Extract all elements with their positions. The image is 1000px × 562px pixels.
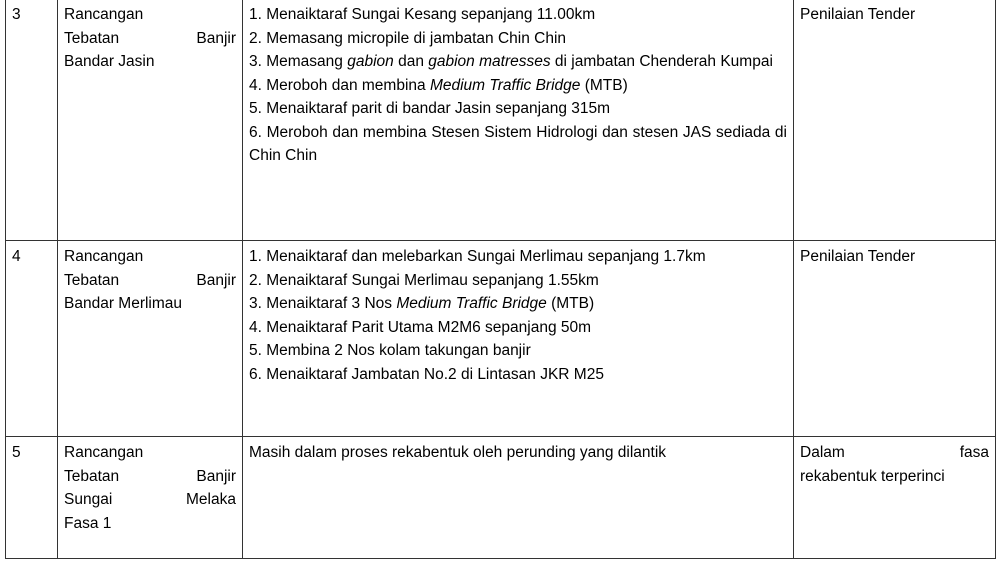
row-number: 3 bbox=[12, 6, 21, 23]
scope-item bbox=[249, 50, 787, 74]
scope-item-text: dan bbox=[393, 53, 429, 70]
scope-item-text: 1. Menaiktaraf dan melebarkan Sungai Merlimau sepanjang 1.7km bbox=[249, 248, 706, 265]
status-cell bbox=[794, 241, 996, 437]
project-name-line: Sungai Melaka bbox=[64, 491, 236, 508]
scope-item-text: 2. Memasang micropile di jambatan Chin Chin bbox=[249, 29, 567, 47]
scope-item-text: 5. Membina 2 Nos kolam takungan banjir bbox=[249, 342, 531, 359]
table-row bbox=[6, 0, 996, 241]
scope-item-italic-text: Medium Traffic Bridge bbox=[429, 76, 581, 94]
scope-cell bbox=[243, 437, 794, 559]
scope-item-text: 6. Menaiktaraf Jambatan No.2 di Lintasan JKR M25 bbox=[249, 365, 604, 383]
scope-cell bbox=[243, 0, 794, 241]
project-name-line: Tebatan Banjir bbox=[64, 271, 236, 289]
scope-item bbox=[249, 97, 787, 121]
row-number-cell bbox=[6, 0, 58, 241]
scope-item bbox=[249, 339, 787, 363]
row-number: 5 bbox=[12, 444, 21, 461]
scope-item-text: 4. Meroboh dan membina bbox=[249, 76, 430, 94]
project-name-cell bbox=[58, 0, 243, 241]
scope-item bbox=[249, 363, 787, 387]
project-name-line: Rancangan bbox=[64, 248, 144, 265]
status-text: Penilaian Tender bbox=[800, 6, 916, 23]
scope-item-text: 3. Memasang bbox=[249, 53, 348, 70]
scope-item bbox=[249, 121, 787, 168]
project-name-line: Fasa 1 bbox=[64, 514, 112, 532]
scope-item-text: (MTB) bbox=[580, 76, 628, 94]
scope-item bbox=[249, 316, 787, 340]
scope-item-text: di jambatan Chenderah Kumpai bbox=[550, 53, 773, 70]
scope-item-text: 5. Menaiktaraf parit di bandar Jasin sepanjang 315m bbox=[249, 100, 611, 117]
scope-cell bbox=[243, 241, 794, 437]
scope-item-text: 2. Menaiktaraf Sungai Merlimau sepanjang 1.55km bbox=[249, 271, 599, 289]
scope-item-text: 1. Menaiktaraf Sungai Kesang sepanjang 11.00km bbox=[249, 6, 596, 23]
scope-item bbox=[249, 292, 787, 316]
row-number-cell bbox=[6, 241, 58, 437]
project-name-cell bbox=[58, 437, 243, 559]
scope-item bbox=[249, 3, 787, 27]
scope-item bbox=[249, 74, 787, 98]
project-name-line: Bandar Jasin bbox=[64, 53, 155, 70]
project-status-table bbox=[5, 0, 996, 559]
scope-item-text: 3. Menaiktaraf 3 Nos bbox=[249, 295, 397, 312]
project-name-line: Bandar Merlimau bbox=[64, 295, 183, 312]
status-cell bbox=[794, 0, 996, 241]
table-body bbox=[6, 0, 996, 559]
project-name-line: Rancangan bbox=[64, 444, 144, 461]
scope-item bbox=[249, 269, 787, 293]
status-text: Dalam fasa bbox=[800, 444, 989, 461]
scope-item-italic-text: gabion matresses bbox=[428, 53, 551, 70]
scope-item-text: 6. Meroboh dan membina Stesen Sistem Hidrologi dan stesen JAS sediada di Chin Chin bbox=[249, 123, 787, 164]
project-name-line: Rancangan bbox=[64, 6, 144, 23]
row-number: 4 bbox=[12, 248, 21, 265]
scope-item-italic-text: Medium Traffic Bridge bbox=[396, 295, 547, 312]
scope-item-italic-text: gabion bbox=[347, 53, 394, 70]
scope-item bbox=[249, 441, 787, 465]
table-row bbox=[6, 437, 996, 559]
project-name-line: Tebatan Banjir bbox=[64, 29, 236, 47]
table-row bbox=[6, 241, 996, 437]
status-cell bbox=[794, 437, 996, 559]
scope-item-text: 4. Menaiktaraf Parit Utama M2M6 sepanjang 50m bbox=[249, 318, 592, 336]
project-name-cell bbox=[58, 241, 243, 437]
scope-item bbox=[249, 245, 787, 269]
row-number-cell bbox=[6, 437, 58, 559]
status-text: Penilaian Tender bbox=[800, 248, 916, 265]
scope-item bbox=[249, 27, 787, 51]
project-name-line: Tebatan Banjir bbox=[64, 467, 236, 485]
status-text: rekabentuk terperinci bbox=[800, 467, 945, 485]
scope-item-text: Masih dalam proses rekabentuk oleh perunding yang dilantik bbox=[249, 444, 667, 461]
scope-item-text: (MTB) bbox=[546, 295, 595, 312]
